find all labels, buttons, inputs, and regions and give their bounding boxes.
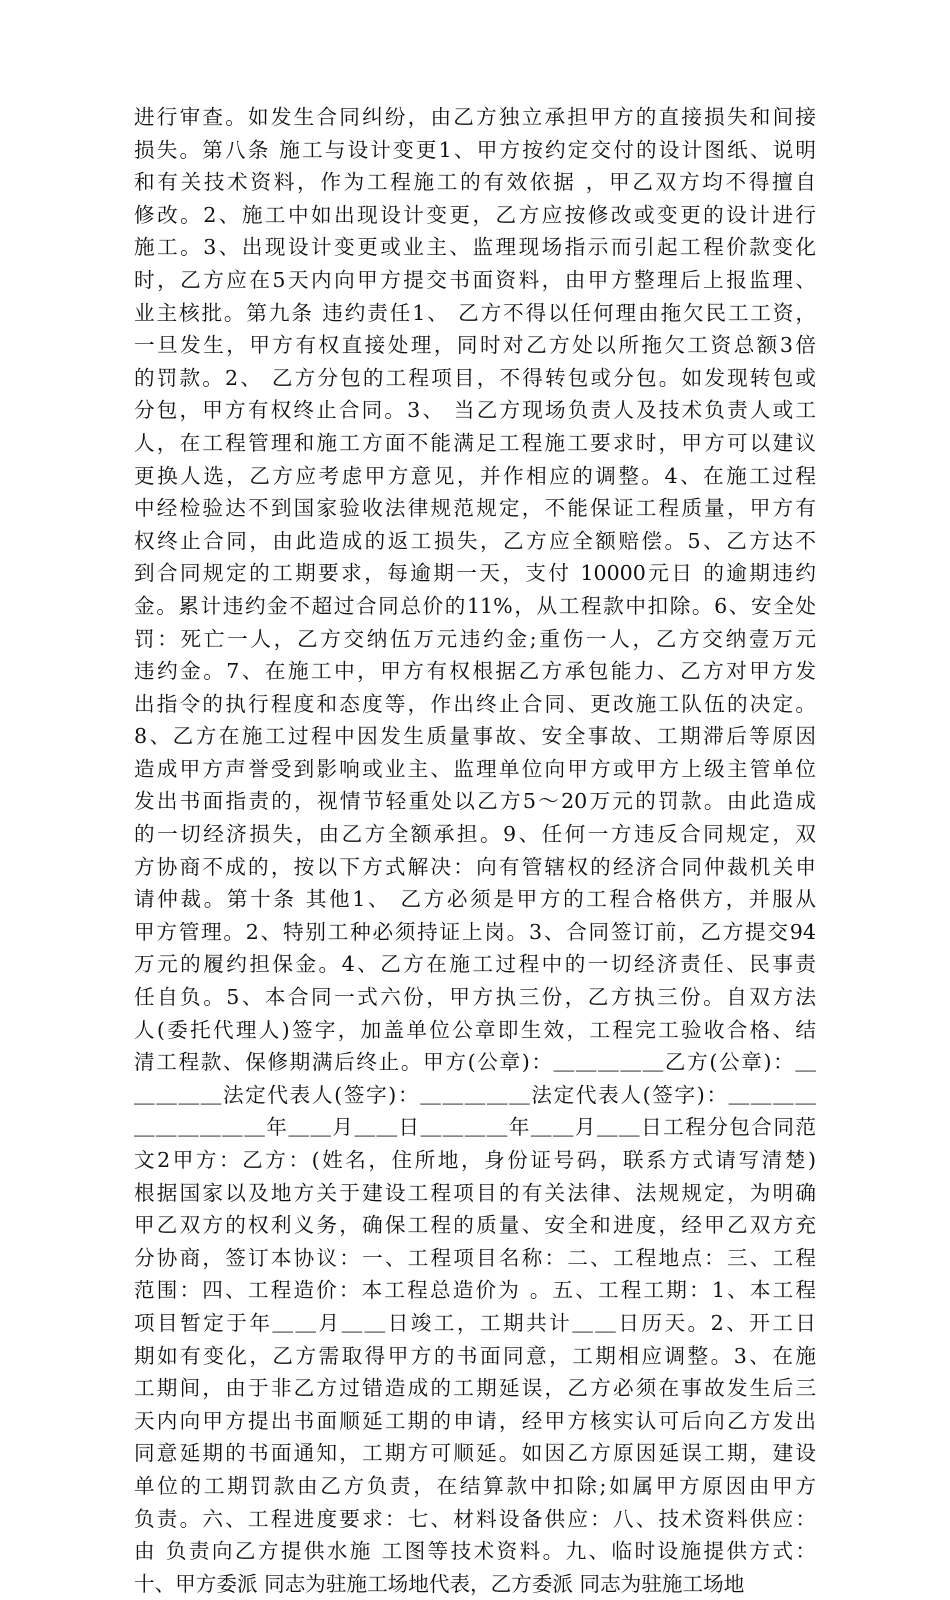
text-line: 金。累计违约金不超过合同总价的11%，从工程款中扣除。6、安全处: [134, 593, 816, 618]
text-line: 损失。第八条 施工与设计变更1、甲方按约定交付的设计图纸、说明: [134, 137, 816, 162]
text-line: 分包，甲方有权终止合同。3、 当乙方现场负责人及技术负责人或工: [134, 398, 816, 423]
text-line: 更换人选，乙方应考虑甲方意见，并作相应的调整。4、在施工过程: [134, 463, 816, 488]
text-line: 范围：四、工程造价：本工程总造价为 。五、工程工期：1、本工程: [134, 1278, 816, 1303]
text-line: 的一切经济损失，由乙方全额承担。9、任何一方违反合同规定，双: [134, 822, 816, 847]
text-line: 根据国家以及地方关于建设工程项目的有关法律、法规规定，为明确: [134, 1180, 816, 1205]
text-line: 甲方管理。2、特别工种必须持证上岗。3、合同签订前，乙方提交94: [134, 919, 816, 944]
text-line: 修改。2、施工中如出现设计变更，乙方应按修改或变更的设计进行: [134, 202, 816, 227]
text-line: 进行审查。如发生合同纠纷，由乙方独立承担甲方的直接损失和间接: [134, 105, 816, 129]
text-line: 项目暂定于年＿＿月＿＿日竣工，工期共计＿＿日历天。2、开工日: [134, 1310, 816, 1335]
text-line: 中经检验达不到国家验收法律规范规定，不能保证工程质量，甲方有: [134, 496, 816, 521]
text-line: 万元的履约担保金。4、乙方在施工过程中的一切经济责任、民事责: [134, 952, 816, 977]
text-line: 天内向甲方提出书面顺延工期的申请，经甲方核实认可后向乙方发出: [134, 1408, 816, 1433]
text-line: ＿＿＿＿法定代表人(签字)：＿＿＿＿＿法定代表人(签字)：＿＿＿＿: [134, 1082, 816, 1107]
text-line: 业主核批。第九条 违约责任1、 乙方不得以任何理由拖欠民工工资，: [134, 300, 816, 325]
text-line: 造成甲方声誉受到影响或业主、监理单位向甲方或甲方上级主管单位: [134, 756, 816, 781]
text-line: 发出书面指责的，视情节轻重处以乙方5～20万元的罚款。由此造成: [134, 789, 816, 814]
text-line: 违约金。7、在施工中，甲方有权根据乙方承包能力、乙方对甲方发: [134, 659, 816, 684]
text-line: 和有关技术资料，作为工程施工的有效依据 ，甲乙双方均不得擅自: [134, 170, 816, 195]
text-line: 出指令的执行程度和态度等，作出终止合同、更改施工队伍的决定。: [134, 691, 816, 716]
text-line: 施工。3、出现设计变更或业主、监理现场指示而引起工程价款变化: [134, 235, 816, 260]
text-line: 人，在工程管理和施工方面不能满足工程施工要求时，甲方可以建议: [134, 430, 816, 455]
text-line: 一旦发生，甲方有权直接处理，同时对乙方处以所拖欠工资总额3倍: [134, 333, 816, 358]
text-line: 十、甲方委派 同志为驻施工场地代表，乙方委派 同志为驻施工场地: [134, 1571, 745, 1596]
text-line: 到合同规定的工期要求，每逾期一天，支付 10000元日 的逾期违约: [134, 561, 816, 586]
text-line: 期如有变化，乙方需取得甲方的书面同意，工期相应调整。3、在施: [134, 1343, 816, 1368]
text-line: 方协商不成的，按以下方式解决：向有管辖权的经济合同仲裁机关申: [134, 854, 816, 879]
text-line: 的罚款。2、 乙方分包的工程项目，不得转包或分包。如发现转包或: [134, 365, 816, 390]
text-line: 工期间，由于非乙方过错造成的工期延误，乙方必须在事故发生后三: [134, 1376, 816, 1401]
text-line: 文2甲方：乙方：(姓名，住所地，身份证号码，联系方式请写清楚): [134, 1148, 816, 1172]
text-line: 请仲裁。第十条 其他1、 乙方必须是甲方的工程合格供方，并服从: [134, 887, 816, 912]
contract-body-text: [134, 101, 816, 1600]
text-line: 清工程款、保修期满后终止。甲方(公章)：＿＿＿＿＿乙方(公章)：＿: [134, 1050, 816, 1075]
text-line: 单位的工期罚款由乙方负责，在结算款中扣除;如属甲方原因由甲方: [134, 1473, 816, 1498]
text-line: 甲乙双方的权利义务，确保工程的质量、安全和进度，经甲乙双方充: [134, 1213, 816, 1238]
text-line: 权终止合同，由此造成的返工损失，乙方应全额赔偿。5、乙方达不: [134, 528, 816, 553]
text-line: 时，乙方应在5天内向甲方提交书面资料，由甲方整理后上报监理、: [134, 267, 816, 292]
text-line: 同意延期的书面通知，工期方可顺延。如因乙方原因延误工期，建设: [134, 1441, 816, 1466]
text-line: 分协商，签订本协议：一、工程项目名称：二、工程地点：三、工程: [134, 1245, 816, 1270]
text-line: 人(委托代理人)签字，加盖单位公章即生效，工程完工验收合格、结: [134, 1017, 816, 1042]
text-line: ＿＿＿＿＿＿年＿＿月＿＿日＿＿＿＿年＿＿月＿＿日工程分包合同范: [134, 1115, 816, 1140]
text-line: 罚：死亡一人，乙方交纳伍万元违约金;重伤一人，乙方交纳壹万元: [134, 626, 816, 651]
text-line: 由 负责向乙方提供水施 工图等技术资料。九、临时设施提供方式：: [134, 1539, 816, 1564]
text-line: 8、乙方在施工过程中因发生质量事故、安全事故、工期滞后等原因: [134, 724, 816, 749]
text-line: 负责。六、工程进度要求：七、材料设备供应：八、技术资料供应：: [134, 1506, 816, 1531]
text-line: 任自负。5、本合同一式六份，甲方执三份，乙方执三份。自双方法: [134, 985, 816, 1010]
